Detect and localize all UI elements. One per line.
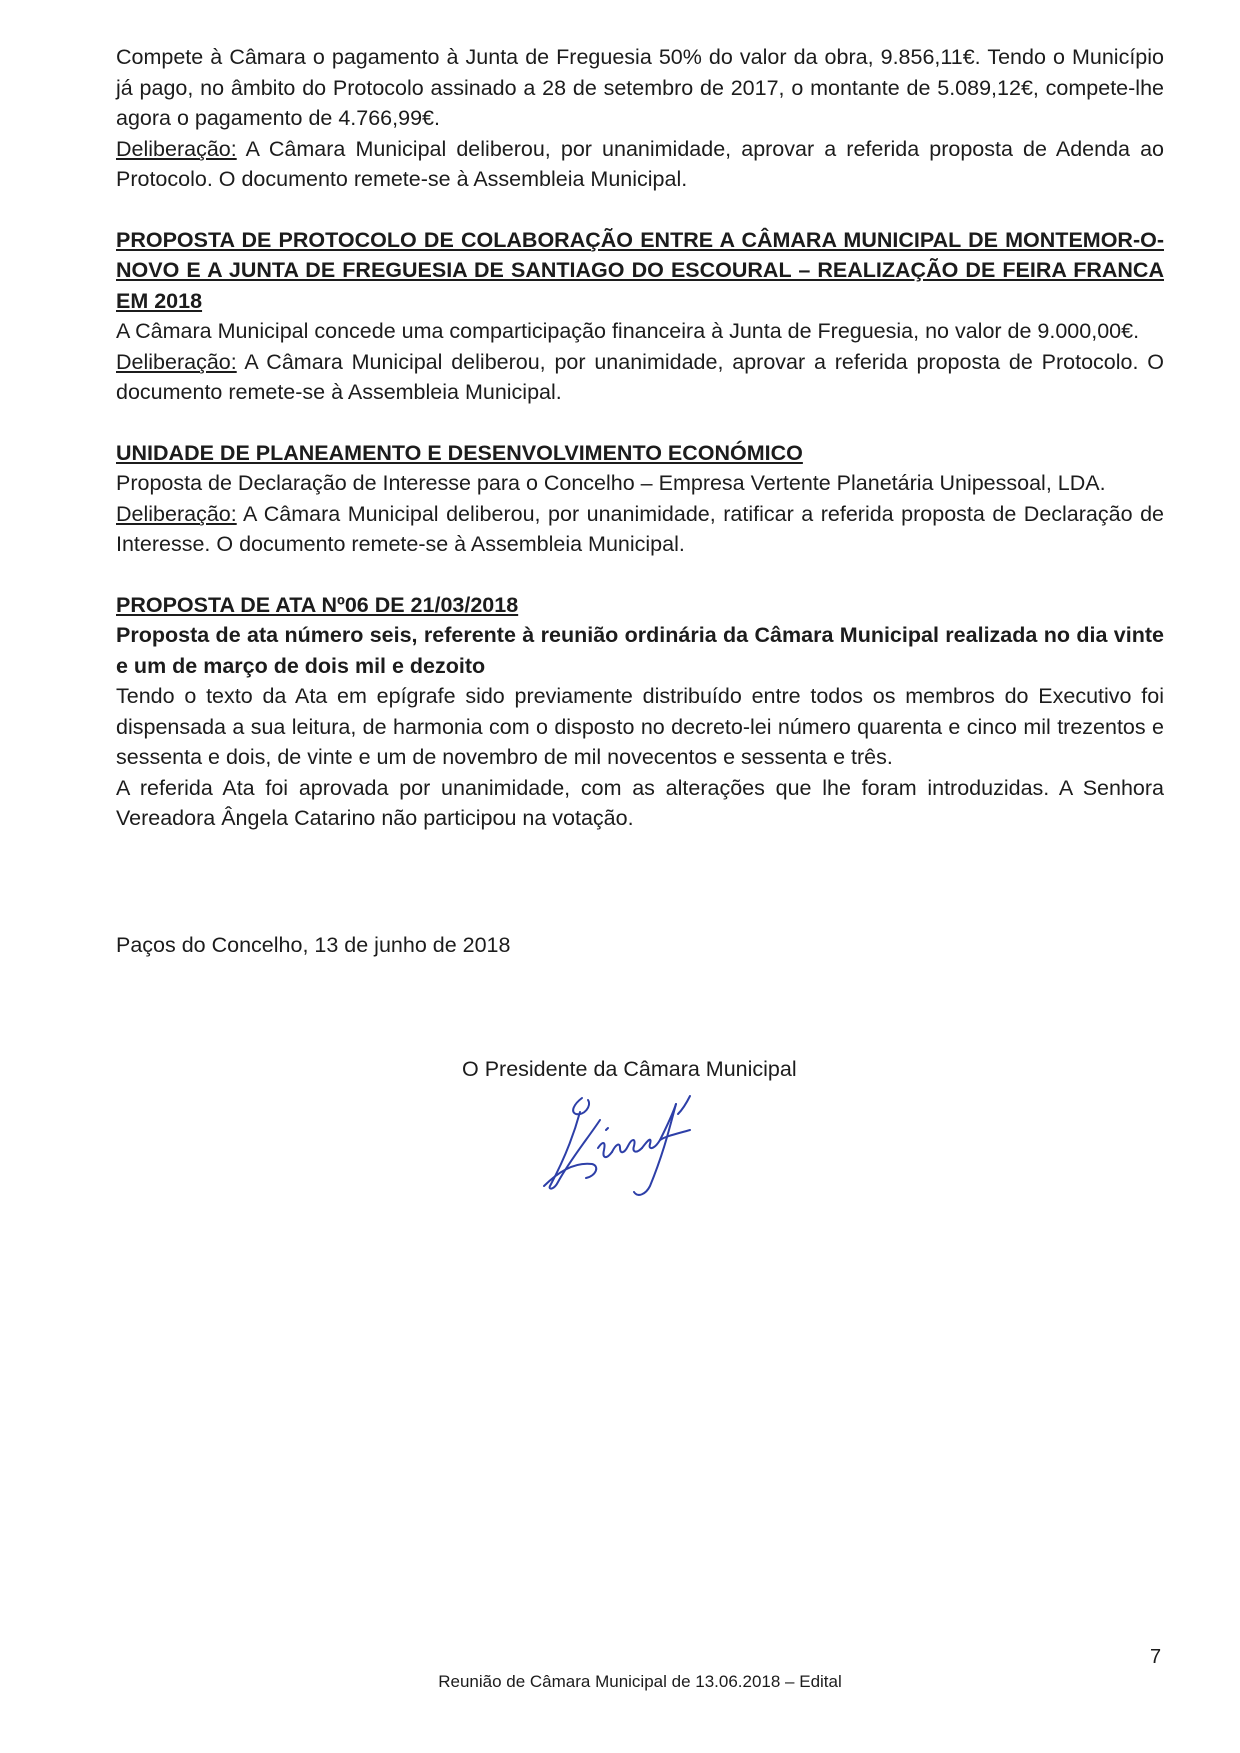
intro-paragraph: Compete à Câmara o pagamento à Junta de Freguesia 50% do valor da obra, 9.856,11€. Tendo o Município já pago, no âmbito do Protocolo assinado a 28 de setembro de 2017, o montante de 5.089,12€, compete-lhe agora o pagamento de 4.766,99€. xyxy=(116,45,1164,130)
intro-block xyxy=(116,42,1164,195)
planning-deliberation xyxy=(116,499,1164,560)
signer-title: O Presidente da Câmara Municipal xyxy=(462,1057,797,1081)
planning-section xyxy=(116,438,1164,560)
planning-heading: UNIDADE DE PLANEAMENTO E DESENVOLVIMENTO ECONÓMICO xyxy=(116,440,803,465)
protocol-deliberation xyxy=(116,347,1164,408)
page-number: 7 xyxy=(1150,1646,1162,1668)
place-date: Paços do Concelho, 13 de junho de 2018 xyxy=(116,933,511,957)
deliberation-label: Deliberação: xyxy=(116,136,237,161)
minutes-section xyxy=(116,590,1164,834)
page-footer: Reunião de Câmara Municipal de 13.06.2018 – Edital xyxy=(438,1672,842,1691)
deliberation-label: Deliberação: xyxy=(116,349,237,374)
protocol-heading: PROPOSTA DE PROTOCOLO DE COLABORAÇÃO ENTRE A CÂMARA MUNICIPAL DE MONTEMOR-O-NOVO E A JUNTA DE FREGUESIA DE SANTIAGO DO ESCOURAL – REALIZAÇÃO DE FEIRA FRANCA EM 2018 xyxy=(116,227,1164,313)
document-body xyxy=(116,42,1164,864)
intro-deliberation xyxy=(116,134,1164,195)
handwritten-signature xyxy=(540,1090,730,1205)
planning-paragraph: Proposta de Declaração de Interesse para o Concelho – Empresa Vertente Planetária Unipessoal, LDA. xyxy=(116,471,1106,495)
minutes-paragraph-1: Tendo o texto da Ata em epígrafe sido previamente distribuído entre todos os membros do Executivo foi dispensada a sua leitura, de harmonia com o disposto no decreto-lei número quarenta e cinco mil trezentos e sessenta e dois, de vinte e um de novembro de mil novecentos e sessenta e três. xyxy=(116,684,1164,769)
minutes-paragraph-2: A referida Ata foi aprovada por unanimidade, com as alterações que lhe foram introduzidas. A Senhora Vereadora Ângela Catarino não participou na votação. xyxy=(116,775,1164,830)
deliberation-label: Deliberação: xyxy=(116,501,237,526)
minutes-heading: PROPOSTA DE ATA Nº06 DE 21/03/2018 xyxy=(116,592,519,617)
protocol-paragraph: A Câmara Municipal concede uma comparticipação financeira à Junta de Freguesia, no valor de 9.000,00€. xyxy=(116,319,1140,343)
deliberation-text: A Câmara Municipal deliberou, por unanimidade, ratificar a referida proposta de Declaração de Interesse. O documento remete-se à Assembleia Municipal. xyxy=(116,501,1164,556)
protocol-section xyxy=(116,225,1164,408)
deliberation-text: A Câmara Municipal deliberou, por unanimidade, aprovar a referida proposta de Protocolo. O documento remete-se à Assembleia Municipal. xyxy=(116,349,1164,404)
minutes-subheading: Proposta de ata número seis, referente à reunião ordinária da Câmara Municipal realizada no dia vinte e um de março de dois mil e dezoito xyxy=(116,623,1164,678)
deliberation-text: A Câmara Municipal deliberou, por unanimidade, aprovar a referida proposta de Adenda ao Protocolo. O documento remete-se à Assembleia Municipal. xyxy=(116,136,1164,191)
